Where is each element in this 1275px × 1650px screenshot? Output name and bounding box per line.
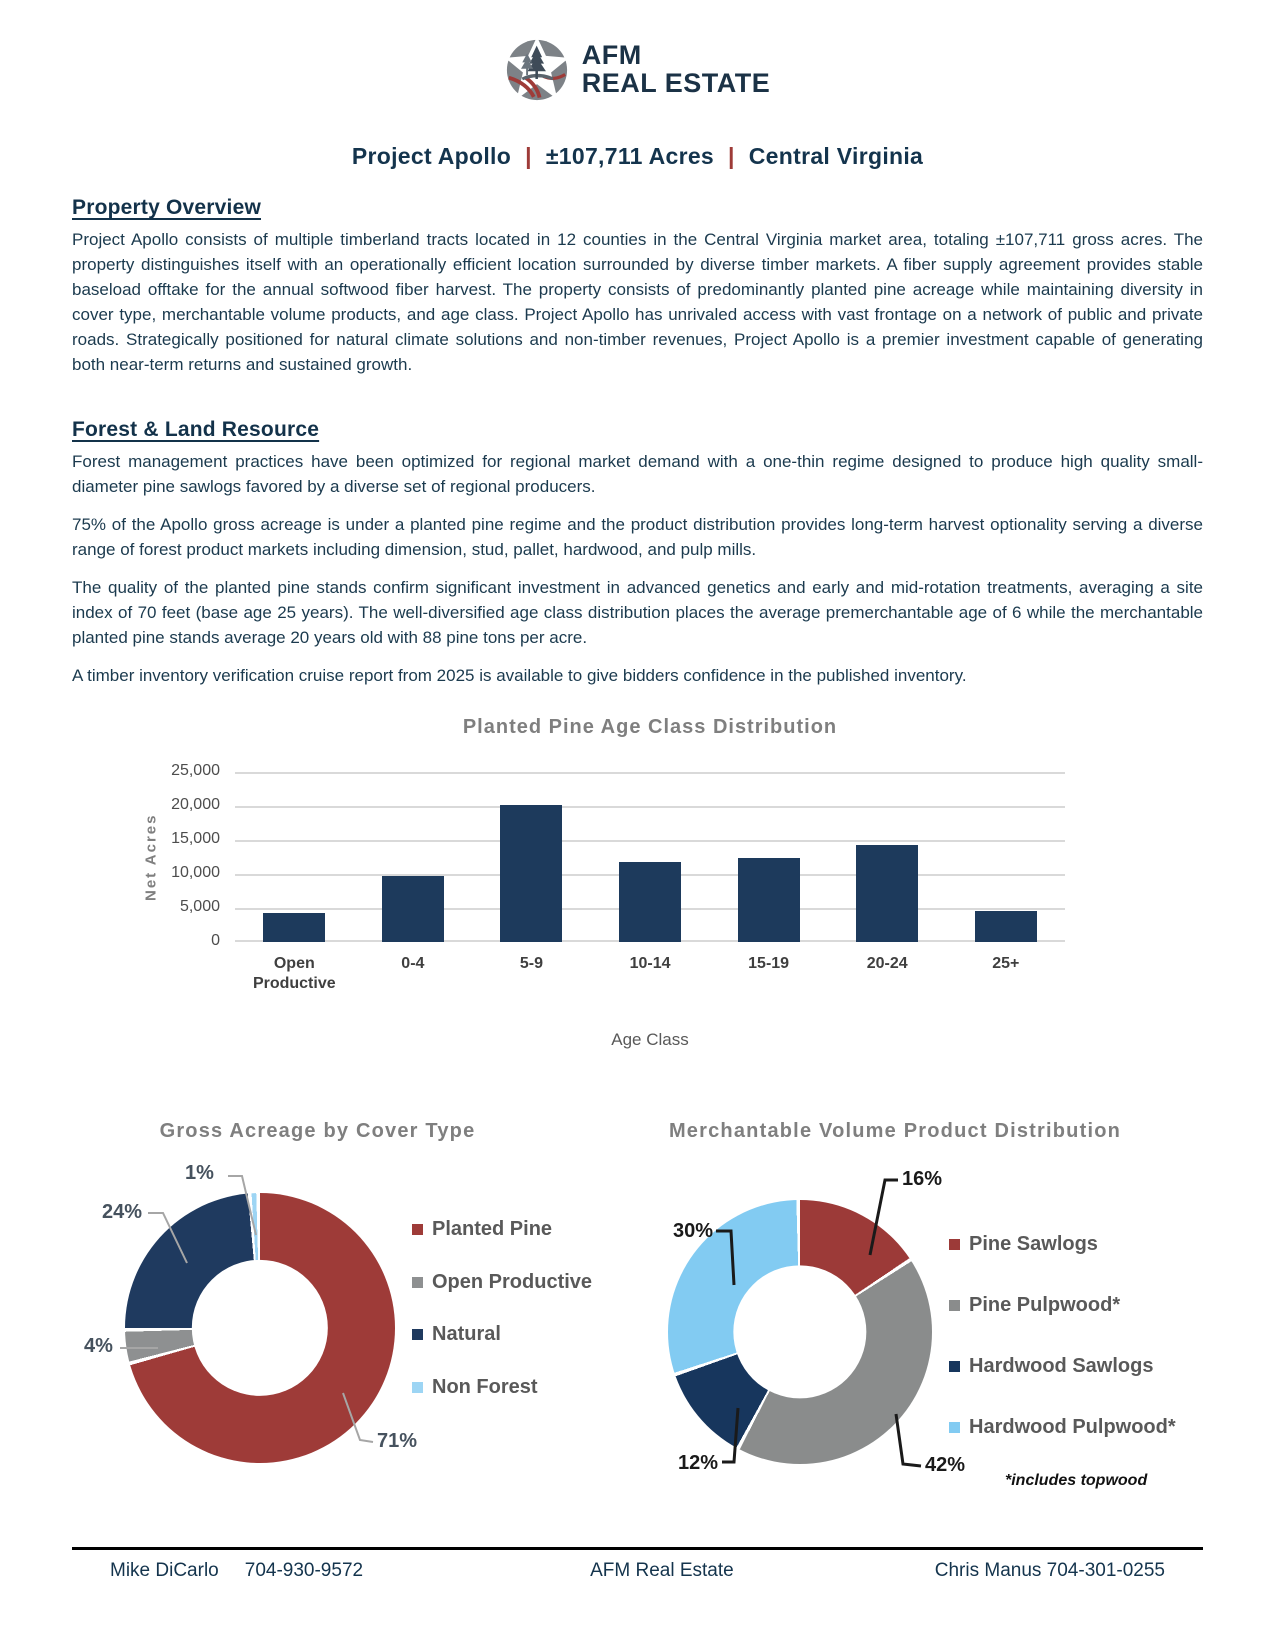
footer-contact-left bbox=[110, 1560, 389, 1582]
x-tick: 5-9 bbox=[519, 955, 543, 972]
legend-non-forest: Non Forest bbox=[412, 1376, 538, 1399]
legend-hardwood-sawlogs: Hardwood Sawlogs bbox=[949, 1355, 1153, 1378]
pct-planted-pine: 71% bbox=[377, 1430, 418, 1452]
title-project: Project Apollo bbox=[351, 143, 512, 169]
document-title bbox=[0, 143, 1275, 170]
non-forest-swatch bbox=[412, 1382, 423, 1393]
footer bbox=[72, 1560, 1203, 1582]
bar-0-4 bbox=[382, 876, 444, 942]
x-tick: Open Productive bbox=[252, 955, 336, 992]
property-overview-body: Project Apollo consists of multiple timberland tracts located in 12 counties in the Central Virginia market area, totaling ±107,711 gross acres. The property distinguishes itself with an operationally efficient location surrounded by diverse timber markets. A fiber supply agreement provides stable baseload offtake for the annual softwood fiber harvest. The property consists of predominantly planted pine acreage while maintaining diversity in cover type, merchantable volume products, and age class. Project Apollo has unrivaled access with vast frontage on a network of public and private roads. Strategically positioned for natural climate solutions and non-timber revenues, Project Apollo is a premier investment capable of generating both near-term returns and sustained growth. bbox=[72, 230, 1203, 374]
y-tick: 15,000 bbox=[171, 830, 220, 847]
forest-paragraph: The quality of the planted pine stands confirm significant investment in advanced genetics and early and mid-rotation treatments, averaging a site index of 70 feet (base age 25 years). The well-diversified age class distribution places the average premerchantable age of 6 while the merchantable planted pine stands average 20 years old with 88 pine tons per acre. bbox=[72, 578, 1203, 647]
x-tick: 25+ bbox=[992, 955, 1020, 972]
y-tick: 0 bbox=[211, 932, 220, 949]
x-tick: 20-24 bbox=[866, 955, 908, 972]
pct-hardwood-pulpwood: 30% bbox=[673, 1220, 714, 1242]
footer-divider bbox=[72, 1547, 1203, 1550]
footer-company: AFM Real Estate bbox=[590, 1560, 734, 1581]
bar-5-9 bbox=[500, 805, 562, 942]
cover-chart-title: Gross Acreage by Cover Type bbox=[159, 1120, 476, 1142]
y-tick: 25,000 bbox=[171, 762, 220, 779]
pine-sawlogs-swatch bbox=[949, 1239, 960, 1250]
pct-non-forest: 1% bbox=[185, 1162, 214, 1184]
title-acres: ±107,711 Acres bbox=[545, 143, 715, 169]
donut-hole bbox=[733, 1265, 866, 1398]
legend-pine-sawlogs: Pine Sawlogs bbox=[949, 1233, 1098, 1256]
property-overview-heading: Property Overview bbox=[72, 196, 261, 219]
bar-10-14 bbox=[619, 862, 681, 942]
legend-hardwood-pulpwood: Hardwood Pulpwood* bbox=[949, 1416, 1176, 1439]
bar-chart-x-axis-label: Age Class bbox=[611, 1030, 689, 1049]
logo-line2: REAL ESTATE bbox=[581, 68, 771, 98]
y-tick: 5,000 bbox=[179, 898, 220, 915]
title-separator: | bbox=[728, 143, 735, 169]
forest-paragraph: Forest management practices have been optimized for regional market demand with a one-thin regime designed to produce high quality small-diameter pine sawlogs favored by a diverse set of regional producers. bbox=[72, 452, 1203, 496]
legend-pine-pulpwood: Pine Pulpwood* bbox=[949, 1294, 1120, 1317]
bar-20-24 bbox=[856, 845, 918, 942]
afm-logo-icon bbox=[505, 38, 569, 102]
title-location: Central Virginia bbox=[748, 143, 924, 169]
x-tick: 15-19 bbox=[748, 955, 790, 972]
donut-hole bbox=[192, 1260, 328, 1396]
footer-left-phone: 704-930-9572 bbox=[244, 1560, 364, 1581]
pct-open-productive: 4% bbox=[84, 1335, 113, 1357]
age-class-bar-chart bbox=[0, 700, 1275, 1065]
logo bbox=[0, 38, 1275, 102]
section-forest-land-resource bbox=[72, 418, 1203, 701]
legend-natural: Natural bbox=[412, 1323, 501, 1346]
bar-chart-y-axis-label: Net Acres bbox=[142, 813, 160, 901]
x-axis-labels bbox=[235, 954, 1065, 994]
natural-swatch bbox=[412, 1329, 423, 1340]
logo-line1: AFM bbox=[581, 40, 642, 71]
volume-chart-title: Merchantable Volume Product Distribution bbox=[668, 1120, 1122, 1142]
planted-pine-swatch bbox=[412, 1224, 423, 1235]
footer-left-name: Mike DiCarlo bbox=[110, 1560, 219, 1581]
title-separator: | bbox=[525, 143, 532, 169]
hardwood-pulpwood-swatch bbox=[949, 1422, 960, 1433]
hardwood-sawlogs-swatch bbox=[949, 1361, 960, 1372]
bars bbox=[235, 772, 1065, 942]
topwood-footnote: *includes topwood bbox=[1005, 1472, 1148, 1489]
forest-paragraph: 75% of the Apollo gross acreage is under a planted pine regime and the product distribution provides long-term harvest optionality serving a diverse range of forest product markets including dimension, stud, pallet, hardwood, and pulp mills. bbox=[72, 515, 1203, 559]
bar-chart-title: Planted Pine Age Class Distribution bbox=[462, 716, 838, 738]
open-productive-swatch bbox=[412, 1277, 423, 1288]
pct-pine-pulpwood: 42% bbox=[925, 1454, 966, 1476]
pct-hardwood-sawlogs: 12% bbox=[678, 1452, 719, 1474]
y-tick: 20,000 bbox=[171, 796, 220, 813]
bar-chart-plot-area bbox=[235, 772, 1065, 942]
logo-text bbox=[582, 42, 771, 97]
forest-paragraph: A timber inventory verification cruise report from 2025 is available to give bidders confidence in the published inventory. bbox=[72, 666, 967, 685]
legend-open-productive: Open Productive bbox=[412, 1271, 592, 1294]
cover-type-donut-chart bbox=[60, 1100, 620, 1510]
cover-donut bbox=[125, 1193, 395, 1463]
pine-pulpwood-swatch bbox=[949, 1300, 960, 1311]
forest-land-heading: Forest & Land Resource bbox=[72, 418, 320, 441]
x-tick: 10-14 bbox=[629, 955, 671, 972]
pct-natural: 24% bbox=[102, 1201, 143, 1223]
x-tick: 0-4 bbox=[401, 955, 425, 972]
section-property-overview bbox=[72, 196, 1203, 390]
bar-open-productive bbox=[263, 913, 325, 942]
footer-contact-right: Chris Manus 704-301-0255 bbox=[934, 1560, 1165, 1581]
bar-15-19 bbox=[738, 858, 800, 942]
legend-planted-pine: Planted Pine bbox=[412, 1218, 552, 1241]
bar-25plus bbox=[975, 911, 1037, 942]
y-tick: 10,000 bbox=[171, 864, 220, 881]
volume-product-donut-chart bbox=[630, 1100, 1242, 1510]
pct-pine-sawlogs: 16% bbox=[902, 1168, 943, 1190]
